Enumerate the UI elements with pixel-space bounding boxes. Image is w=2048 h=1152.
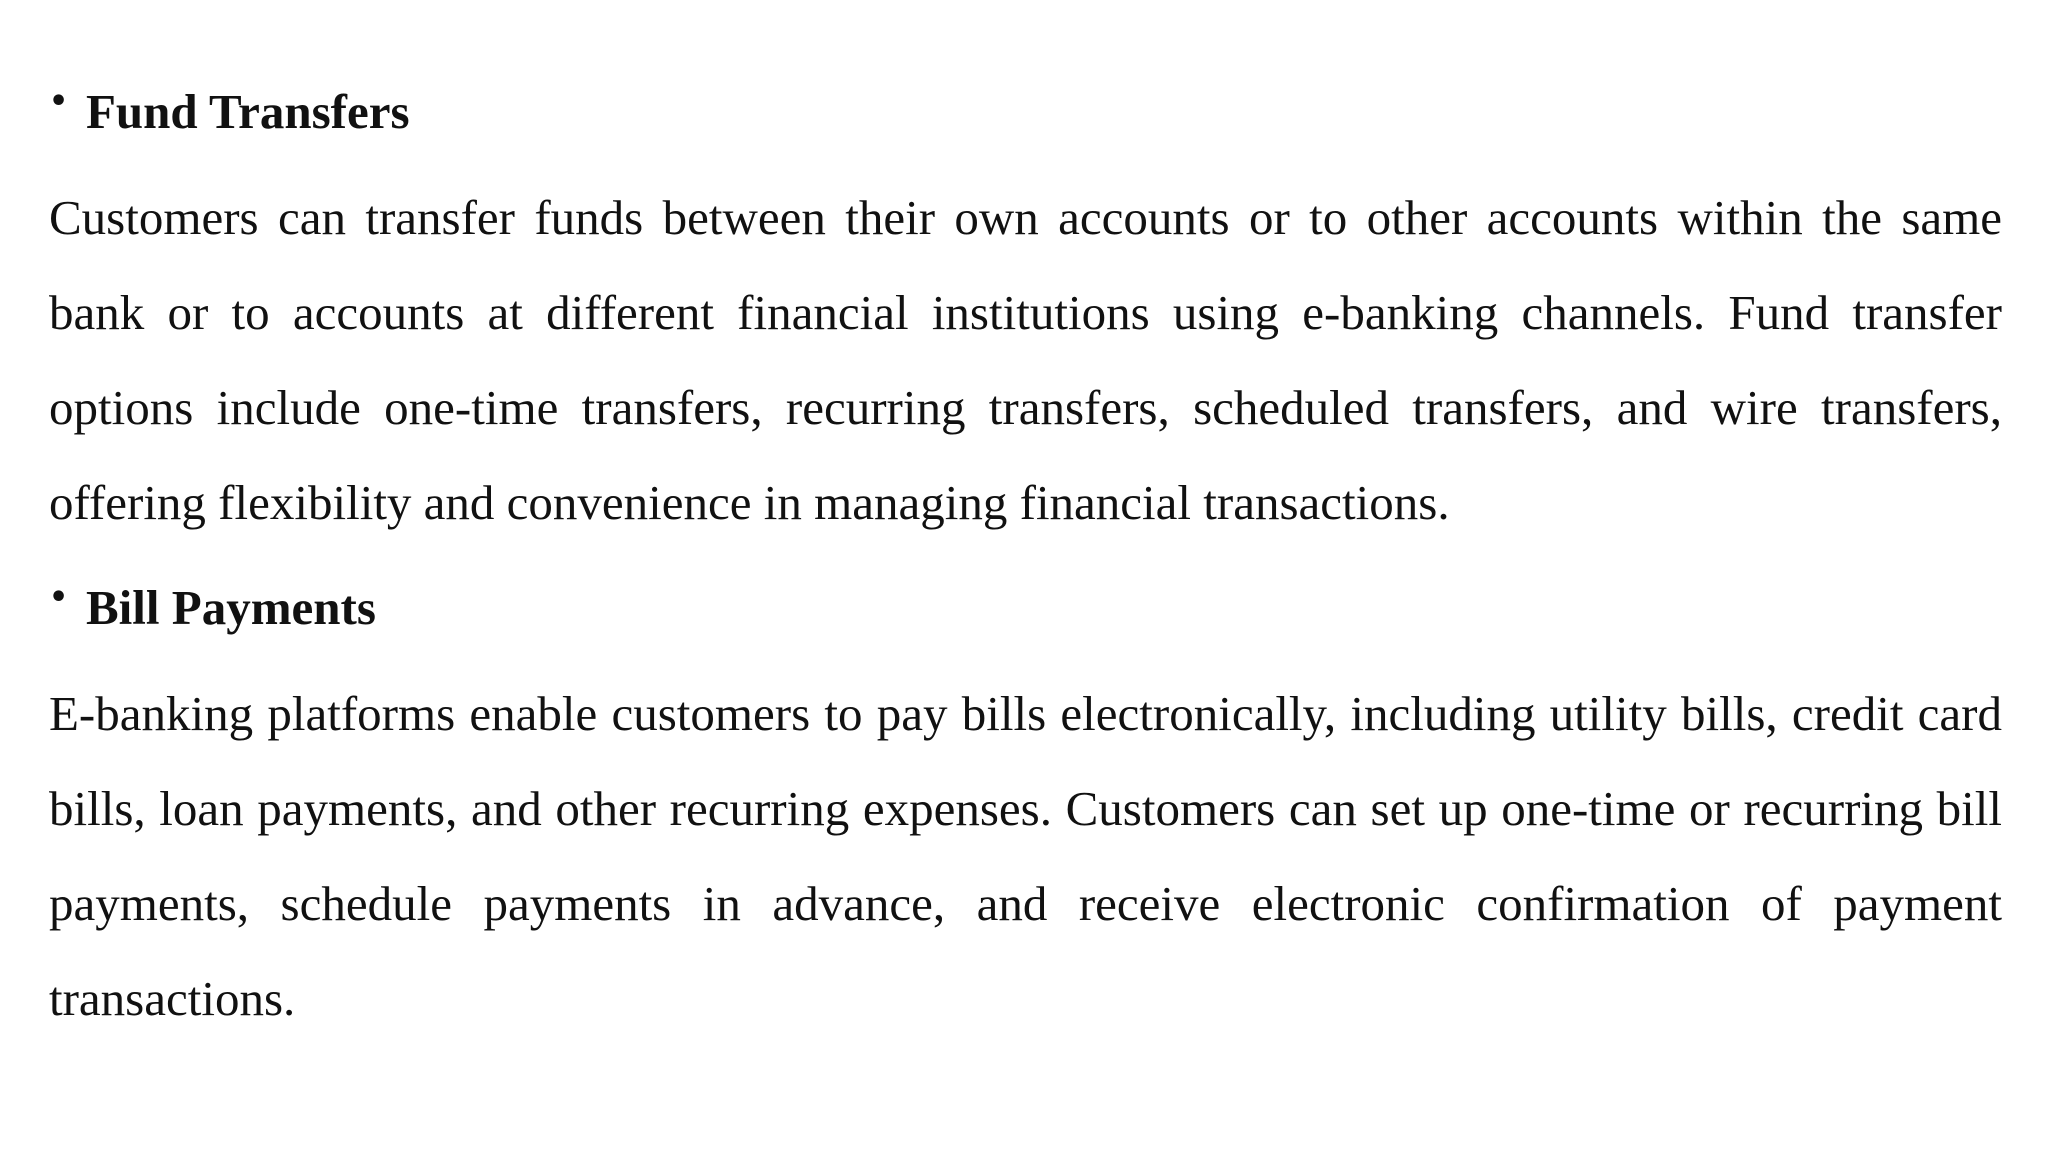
bullet-icon: •	[49, 84, 69, 119]
section-heading-fund-transfers	[49, 72, 2002, 154]
paragraph-fund-transfers: Customers can transfer funds between their own accounts or to other accounts within the same bank or to accounts at different financial institutions using e-banking channels. Fund transfer options include one-time transfers, recurring transfers, scheduled transfers, and wire transfers, offering flexibility and convenience in managing financial transactions.	[49, 190, 2002, 530]
heading-text: Bill Payments	[86, 580, 376, 635]
heading-text: Fund Transfers	[86, 84, 410, 139]
bullet-icon: •	[49, 580, 69, 615]
paragraph-bill-payments: E-banking platforms enable customers to pay bills electronically, including utility bills, credit card bills, loan payments, and other recurring expenses. Customers can set up one-time or recurring bill payments, schedule payments in advance, and receive electronic confirmation of payment transactions.	[49, 686, 2002, 1026]
document-page	[49, 72, 2002, 1046]
section-heading-bill-payments	[49, 568, 2002, 650]
